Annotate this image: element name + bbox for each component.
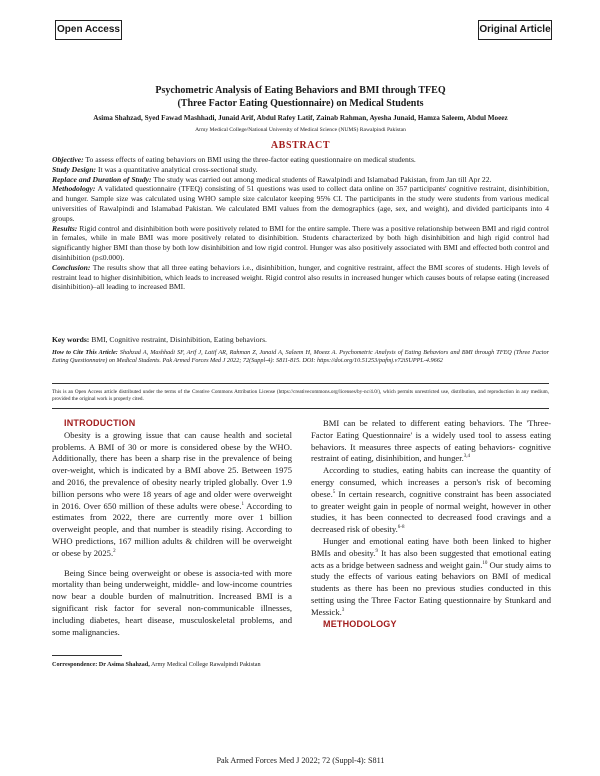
intro-p4b: In certain research, cognitive constraint has been associated to greater weight gain in people of normal weight, however in other studies, it has been connected to decreased food cravings and a decreased risk of obesity. (311, 488, 551, 535)
methodology-heading: METHODOLOGY (323, 618, 397, 629)
conclusion-text: The results show that all three eating behaviors i.e., disinhibition, hunger, and cognitive restraint, affect the BMI scores of students. High levels of restraint lead to higher disinhibition, which leads to increased weight. Rigid control also results in increased hunger which causes bouts of relapse eating (increased disinhibition)–all leading to increased BMI. (52, 262, 549, 292)
results-label: Results: (52, 223, 78, 233)
abstract-conclusion (52, 263, 549, 292)
column-right (311, 418, 551, 630)
intro-paragraph-2: Being Since being overweight or obese is associa-ted with more mortality than being underweight, middle- and low-income countries now bear a double burden of malnutrition. Increased BMI is a significant risk factor for several non-communicable illnesses, including diabetes, heart disease, musculoskeletal problems, and some malignancies. (52, 567, 292, 637)
intro-p3a: BMI can be related to different eating behaviors. The 'Three-Factor Eating Questionnaire' is a widely used tool to assess eating behaviors. It measures three aspects of eating behaviors- cognitive restraint of eating, disinhibition, and hunger. (311, 418, 551, 464)
place-text: The study was carried out among medical students of Rawalpindi and Islamabad Pakistan, from Jan till Apr 22. (153, 174, 492, 184)
divider-top (52, 383, 549, 384)
intro-paragraph-4 (311, 465, 551, 536)
methodology-label: Methodology: (52, 184, 96, 194)
abstract-methodology (52, 184, 549, 223)
correspondence-text: Army Medical College Rawalpindi Pakistan (149, 661, 261, 668)
intro-p5b: It has also been suggested that emotional eating acts as a bridge between sadness and weight gain. (311, 547, 551, 570)
correspondence-note (52, 660, 292, 669)
how-to-cite (52, 349, 549, 366)
abstract-objective (52, 155, 549, 165)
abstract-body (52, 155, 549, 292)
ref-marker[interactable]: 3 (341, 607, 345, 613)
design-text: It was a quantitative analytical cross-sectional study. (98, 164, 258, 174)
cite-text[interactable]: Shahzad A, Mashhadi SF, Arif J, Latif AR, Rahman Z, Junaid A, Saleem H, Moeez A. Psychometric Analysis of Eating Behaviors and BMI through TFEQ (Three Factor Eating Questionnaire) on Medical Students. Pak Armed Forces Med J 2022; 72(Suppl-4): S811-815. DOI: https://doi.org/10.51253/pafmj.v72iSUPPL-4.9662 (52, 349, 549, 365)
intro-p4a: According to studies, eating habits can increase the quantity of energy consumed, which increases a person's risk of becoming obese. (311, 465, 551, 499)
affiliation: Army Medical College/National University of Medical Science (NUMS) Rawalpindi Pakistan (195, 127, 406, 133)
objective-label: Objective: (52, 155, 84, 164)
intro-p1a: Obesity is a growing issue that can cause health and societal problems. A BMI of 30 or more is considered obese by the WHO. Additionally, there has been a sharp rise in the prevalence of being over-weight, which is indicated by a BMI above 25. Between 1975 and 2016, the prevalence of obesity nearly tripled globally. Over 1.9 billion persons who were 18 years of age and older were overweight in 2016. Over 650 million of these adults were obese. (52, 429, 292, 511)
intro-paragraph-3 (311, 418, 551, 465)
keywords-label: Key words: (52, 335, 90, 344)
correspondence-label: Correspondence: Dr Asima Shahzad, (52, 661, 150, 668)
article-title (52, 84, 549, 110)
ref-marker[interactable]: 9 (375, 548, 378, 554)
author-list: Asima Shahzad, Syed Fawad Mashhadi, Junaid Arif, Abdul Rafey Latif, Zainab Rahman, Ayesha Junaid, Hamza Saleem, Abdul Moeez (93, 114, 508, 122)
page-footer: Pak Armed Forces Med J 2022; 72 (Suppl-4): S811 (216, 756, 385, 765)
abstract-place (52, 175, 549, 185)
abstract-design (52, 165, 549, 175)
column-left (52, 418, 292, 638)
open-access-badge: Open Access (55, 20, 122, 40)
intro-paragraph-1 (52, 430, 292, 560)
footnote-rule (52, 655, 122, 656)
keywords (52, 335, 549, 345)
intro-paragraph-5 (311, 536, 551, 619)
intro-p5c: Our study aims to study the effects of various eating behaviors on BMI of medical students as there has been no previous studies conducted in this setting using the Three Factor Eating questionnaire by Stunkard and Messick. (311, 559, 552, 617)
cite-label: How to Cite This Article: (52, 349, 118, 356)
conclusion-label: Conclusion: (52, 262, 91, 272)
intro-p5a: Hunger and emotional eating have both been linked to higher BMIs and obesity. (311, 535, 551, 558)
objective-text: To assess effects of eating behaviors on BMI using the three-factor eating questionnaire on medical students. (85, 155, 416, 164)
methodology-text: A validated questionnaire (TFEQ) consisting of 51 questions was used to collect data online on 357 participants' cognitive restraint, disinhibition, and hunger. Sample size was calculated using WHO sample size calculator keeping 95% CI. The participants in the study were students from various medical universities of Rawalpindi and Islamabad Pakistan. We calculated BMI values from the demographics (age, sex, and weight), and divided participants into 4 groups. (52, 184, 550, 223)
intro-p1b: According to estimates from 2022, there are currently more over 1 billion overweight people, and that number is steadily rising. According to WHO predictions, 167 million adults & children will be overweight or obese by 2025. (52, 500, 292, 558)
ref-marker[interactable]: 6-8 (397, 525, 405, 531)
license-notice: This is an Open Access article distributed under the terms of the Creative Commons Attribution License (https://creativecommons.org/licenses/by-nc/4.0/), which permits unrestricted use, distribution, and reproduction in any medium, provided the original work is properly cited. (52, 389, 549, 403)
ref-marker[interactable]: 5 (332, 489, 336, 495)
article-type-badge: Original Article (478, 20, 552, 40)
ref-marker[interactable]: 10 (482, 560, 488, 566)
title-line-1: Psychometric Analysis of Eating Behaviors and BMI through TFEQ (155, 85, 446, 96)
introduction-heading: INTRODUCTION (64, 418, 136, 428)
ref-marker[interactable]: 1 (241, 501, 244, 507)
design-label: Study Design: (52, 164, 97, 174)
abstract-results (52, 224, 549, 263)
keywords-text: BMI, Cognitive restraint, Disinhibition, Eating behaviors. (91, 335, 267, 344)
divider-bottom (52, 408, 549, 409)
place-label: Replace and Duration of Study: (52, 174, 152, 184)
ref-marker[interactable]: 2 (113, 548, 116, 554)
ref-marker[interactable]: 3,4 (463, 454, 470, 460)
abstract-heading: ABSTRACT (270, 140, 331, 151)
title-line-2: (Three Factor Eating Questionnaire) on Medical Students (177, 98, 424, 109)
results-text: Rigid control and disinhibition both were positively related to BMI for the entire sample. There was a positive relationship between BMI and rigid control in females, while in male BMI was more positively related to disinhibition. Students characterized by both high disinhibition and high rigid control had significantly higher BMI than those by both low disinhibition and low rigid control. Hunger was also positively associated with BMI and effected both control and disinhibition (p≤0.000). (52, 223, 549, 262)
